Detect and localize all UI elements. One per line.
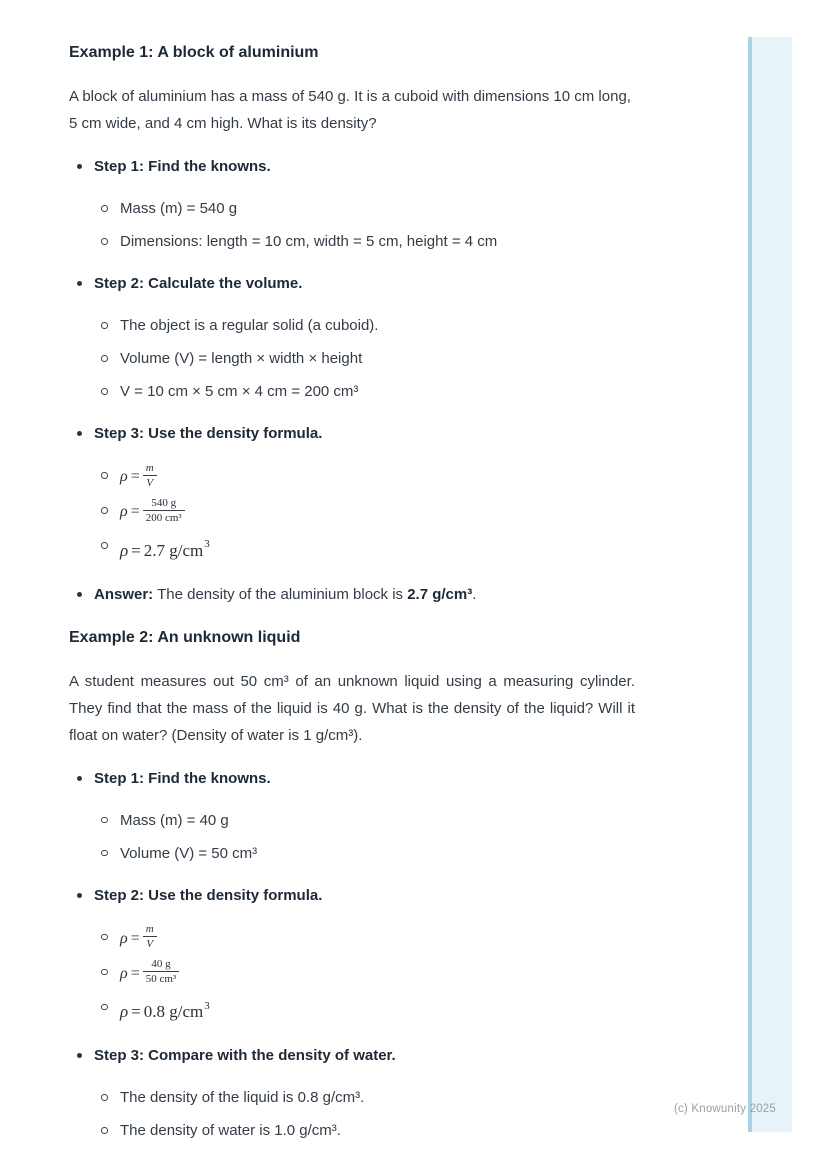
list-item-text: Dimensions: length = 10 cm, width = 5 cm, height = 4 cm: [120, 233, 498, 250]
result-exponent: 3: [204, 538, 210, 550]
list-item-text: Mass (m) = 40 g: [120, 811, 229, 829]
rho-symbol: ρ: [120, 1002, 129, 1022]
answer-suffix: .: [472, 585, 477, 603]
list-item-text: Volume (V) = length × width × height: [120, 350, 363, 367]
circle-bullet-icon: [101, 542, 108, 549]
equals-sign: =: [131, 540, 141, 560]
example2-step3-sublist: [94, 1069, 635, 1144]
circle-bullet-icon: [101, 472, 108, 479]
formula-item: [94, 497, 635, 526]
rho-symbol: ρ: [120, 468, 128, 485]
disc-bullet-icon: [77, 776, 82, 781]
circle-bullet-icon: [101, 238, 108, 245]
fraction-denominator: 50 cm³: [143, 971, 180, 985]
circle-bullet-icon: [101, 322, 108, 329]
density-formula: [120, 923, 157, 951]
equals-sign: =: [130, 468, 140, 485]
example1-step3: [69, 405, 635, 566]
list-item: [94, 840, 635, 867]
fraction-numerator: m: [145, 923, 154, 936]
equals-sign: =: [130, 964, 140, 982]
circle-bullet-icon: [101, 355, 108, 362]
example2-steps-list: [69, 765, 635, 1145]
circle-bullet-icon: [101, 850, 108, 857]
answer-label: Answer:: [94, 585, 154, 603]
result-exponent: 3: [204, 999, 210, 1012]
fraction-numerator: 40 g: [151, 958, 171, 971]
fraction-denominator: V: [143, 936, 157, 950]
example1-step1-sublist: [94, 180, 635, 255]
equals-sign: =: [130, 503, 140, 520]
result-value: 0.8 g/cm: [143, 1002, 204, 1022]
document-content: [69, 0, 635, 1144]
circle-bullet-icon: [101, 1127, 108, 1134]
disc-bullet-icon: [77, 281, 82, 286]
example2-intro-paragraph: A student measures out 50 cm³ of an unknown liquid using a measuring cylinder. They find that the mass of the liquid is 40 g. What is the density of the liquid? Will it float on water? (Density of water is 1 g/cm³).: [69, 672, 635, 744]
example1-step2-sublist: [94, 297, 635, 405]
disc-bullet-icon: [77, 164, 82, 169]
list-item: [94, 228, 635, 255]
circle-bullet-icon: [101, 507, 108, 514]
list-item-text: The density of water is 1.0 g/cm³.: [120, 1122, 341, 1140]
equals-sign: =: [131, 1002, 141, 1022]
formula-item: [94, 462, 635, 491]
disc-bullet-icon: [77, 431, 82, 436]
list-item: [94, 378, 635, 405]
disc-bullet-icon: [77, 893, 82, 898]
example2-step1: [69, 765, 635, 867]
density-substitution: [120, 496, 185, 524]
disc-bullet-icon: [77, 1053, 82, 1058]
example2-heading: Example 2: An unknown liquid: [69, 628, 301, 646]
fraction: [143, 958, 180, 985]
density-result: [120, 999, 210, 1022]
example2-step1-sublist: [94, 792, 635, 867]
equals-sign: =: [130, 929, 140, 947]
list-item: [94, 1117, 635, 1144]
example1-steps-list: [69, 153, 635, 608]
watermark: (c) Knowunity 2025: [673, 1103, 776, 1115]
step-title: Step 2: Calculate the volume.: [94, 275, 303, 292]
disc-bullet-icon: [77, 592, 82, 597]
circle-bullet-icon: [101, 388, 108, 395]
formula-item: [94, 994, 635, 1028]
step-title: Step 3: Use the density formula.: [94, 425, 323, 442]
example1-step2: [69, 255, 635, 405]
list-item-text: The density of the liquid is 0.8 g/cm³.: [120, 1089, 365, 1107]
fraction-numerator: m: [145, 461, 154, 474]
example1-answer: [69, 566, 635, 608]
example2-step2-formulas: [94, 909, 635, 1028]
rho-symbol: ρ: [120, 964, 128, 982]
answer-value: 2.7 g/cm³: [407, 585, 473, 603]
circle-bullet-icon: [101, 969, 108, 976]
list-item: [94, 312, 635, 339]
list-item: [94, 1084, 635, 1111]
step-title: Step 2: Use the density formula.: [94, 886, 323, 904]
fraction: [143, 462, 157, 489]
formula-item: [94, 959, 635, 988]
circle-bullet-icon: [101, 1004, 108, 1011]
list-item-text: The object is a regular solid (a cuboid).: [120, 317, 379, 334]
formula-item: [94, 532, 635, 566]
circle-bullet-icon: [101, 817, 108, 824]
formula-item: [94, 924, 635, 953]
fraction-denominator: V: [143, 475, 157, 489]
list-item-text: Mass (m) = 540 g: [120, 200, 238, 217]
list-item: [94, 345, 635, 372]
step-title: Step 1: Find the knowns.: [94, 158, 271, 175]
fraction-numerator: 540 g: [151, 496, 177, 509]
example1-heading: Example 1: A block of aluminium: [69, 44, 319, 61]
example1-step1: [69, 153, 635, 255]
step-title: Step 3: Compare with the density of water.: [94, 1047, 396, 1065]
density-formula: [120, 461, 157, 489]
result-value: 2.7 g/cm: [143, 540, 204, 560]
rho-symbol: ρ: [120, 929, 128, 947]
list-item: [94, 195, 635, 222]
example2-step2: [69, 867, 635, 1028]
circle-bullet-icon: [101, 1094, 108, 1101]
list-item: [94, 807, 635, 834]
circle-bullet-icon: [101, 205, 108, 212]
rho-symbol: ρ: [120, 540, 129, 560]
fraction-denominator: 200 cm³: [143, 510, 185, 524]
list-item-text: Volume (V) = 50 cm³: [120, 844, 258, 862]
fraction: [143, 497, 185, 524]
fraction: [143, 923, 157, 950]
answer-text: The density of the aluminium block is: [153, 585, 408, 603]
circle-bullet-icon: [101, 934, 108, 941]
rho-symbol: ρ: [120, 503, 128, 520]
density-result: [120, 538, 210, 560]
example2-step3: [69, 1027, 635, 1144]
density-substitution: [120, 958, 179, 986]
side-accent-strip: [748, 37, 792, 1132]
example1-step3-formulas: [94, 447, 635, 566]
example1-intro-paragraph: A block of aluminium has a mass of 540 g. It is a cuboid with dimensions 10 cm long, 5 cm wide, and 4 cm high. What is its density?: [69, 88, 631, 132]
list-item-text: V = 10 cm × 5 cm × 4 cm = 200 cm³: [120, 383, 359, 400]
step-title: Step 1: Find the knowns.: [94, 769, 271, 787]
